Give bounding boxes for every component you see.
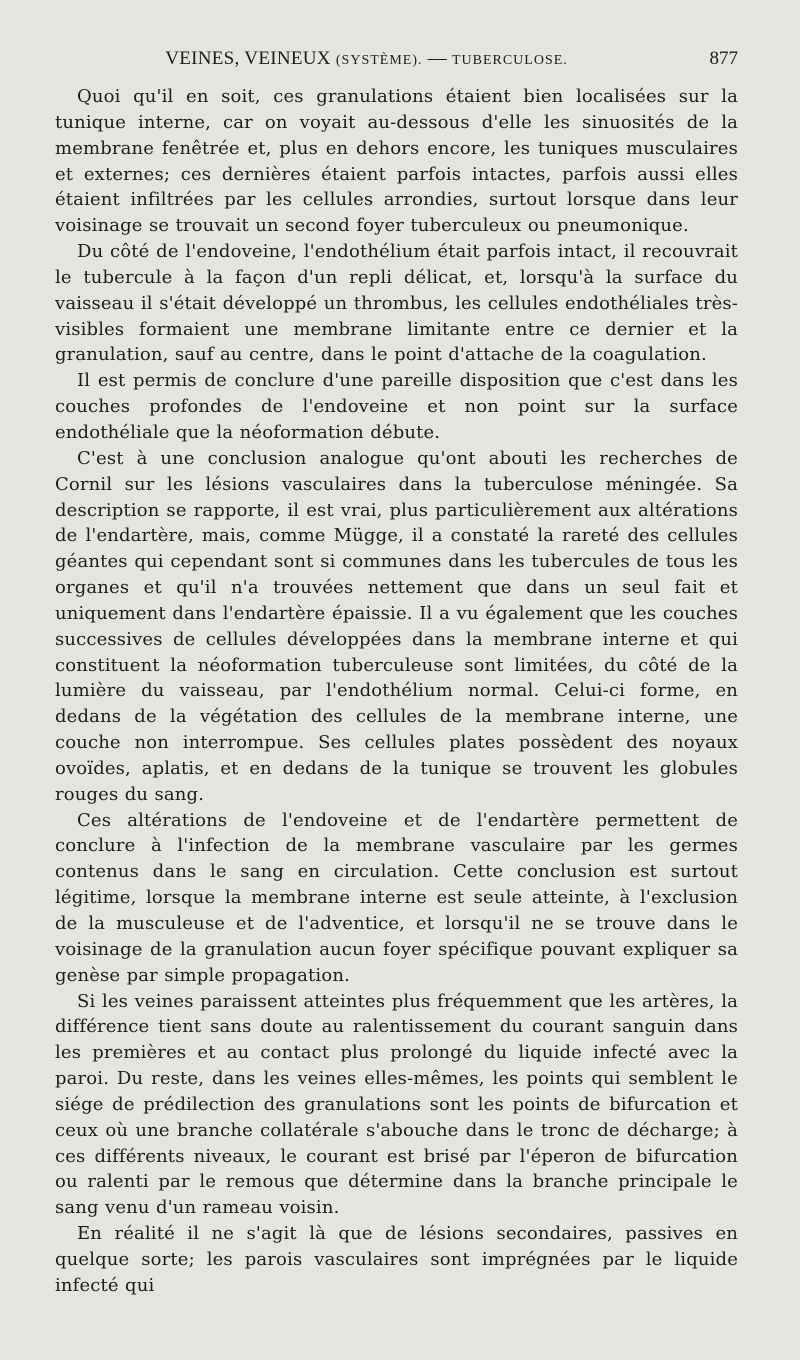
paragraph-7: En réalité il ne s'agit là que de lésions secondaires, passives en quelque sorte; les parois vasculaires sont imprégnées par le liquide infecté qui xyxy=(55,1223,738,1296)
paragraph-1: Quoi qu'il en soit, ces granulations étaient bien localisées sur la tunique interne, car on voyait au-dessous d'elle les sinuosités de la membrane fenêtrée et, plus en dehors encore, les tuniques musculaires et externes; ces dernières étaient parfois intactes, parfois aussi elles étaient infiltrées par les cellules arrondies, surtout lorsque dans leur voisinage se trouvait un second foyer tuberculeux ou pneumonique. xyxy=(55,86,738,237)
paragraph-5: Ces altérations de l'endoveine et de l'endartère permettent de conclure à l'infection de la membrane vasculaire par les germes contenus dans le sang en circulation. Cette conclusion est surtout légitime, lorsque la membrane interne est seule atteinte, à l'exclusion de la musculeuse et de l'adventice, et lorsqu'il ne se trouve dans le voisinage de la granulation aucun foyer spécifique pouvant expliquer sa genèse par simple propagation. xyxy=(55,809,738,986)
paragraph-2: Du côté de l'endoveine, l'endothélium était parfois intact, il recouvrait le tubercule à la façon d'un repli délicat, et, lorsqu'à la surface du vaisseau il s'était développé un thrombus, les cellules endothéliales très-visibles formaient une membrane limitante entre ce dernier et la granulation, sauf au centre, dans le point d'attache de la coagulation. xyxy=(55,241,738,366)
title-dash: — xyxy=(427,48,447,69)
running-header xyxy=(55,44,738,74)
paragraph-4: C'est à une conclusion analogue qu'ont abouti les recherches de Cornil sur les lésions vasculaires dans la tuberculose méningée. Sa description se rapporte, il est vrai, plus particulièrement aux altérations de l'endartère, mais, comme Mügge, il a constaté la rareté des cellules géantes qui cependant sont si communes dans les tubercules de tous les organes et qu'il n'a trouvées nettement que dans un seul fait et uniquement dans l'endartère épaissie. Il a vu également que les couches successives de cellules développées dans la membrane interne et qui constituent la néoformation tuberculeuse sont limitées, du côté de la lumière du vaisseau, par l'endothélium normal. Celui-ci forme, en dedans de la végétation des cellules de la membrane interne, une couche non interrompue. Ses cellules plates possèdent des noyaux ovoïdes, aplatis, et en dedans de la tunique se trouvent les globules rouges du sang. xyxy=(55,447,738,805)
page-number: 877 xyxy=(709,48,738,69)
title-topic: TUBERCULOSE. xyxy=(451,53,568,68)
running-title xyxy=(55,44,678,76)
title-main: VEINES, VEINEUX xyxy=(165,48,331,69)
paragraph-3: Il est permis de conclure d'une pareille disposition que c'est dans les couches profondes de l'endoveine et non point sur la surface endothéliale que la néoformation débute. xyxy=(55,370,738,443)
paragraph-6: Si les veines paraissent atteintes plus fréquemment que les artères, la différence tient sans doute au ralentissement du courant sanguin dans les premières et au contact plus prolongé du liquide infecté avec la paroi. Du reste, dans les veines elles-mêmes, les points qui semblent le siége de prédilection des granulations sont les points de bifurcation et ceux où une branche collatérale s'abouche dans le tronc de décharge; à ces différents niveaux, le courant est brisé par l'éperon de bifurcation ou ralenti par le remous que détermine dans la branche principale le sang venu d'un rameau voisin. xyxy=(55,990,738,1219)
title-sub: (SYSTÈME). xyxy=(335,53,423,68)
body-text xyxy=(55,84,738,1299)
